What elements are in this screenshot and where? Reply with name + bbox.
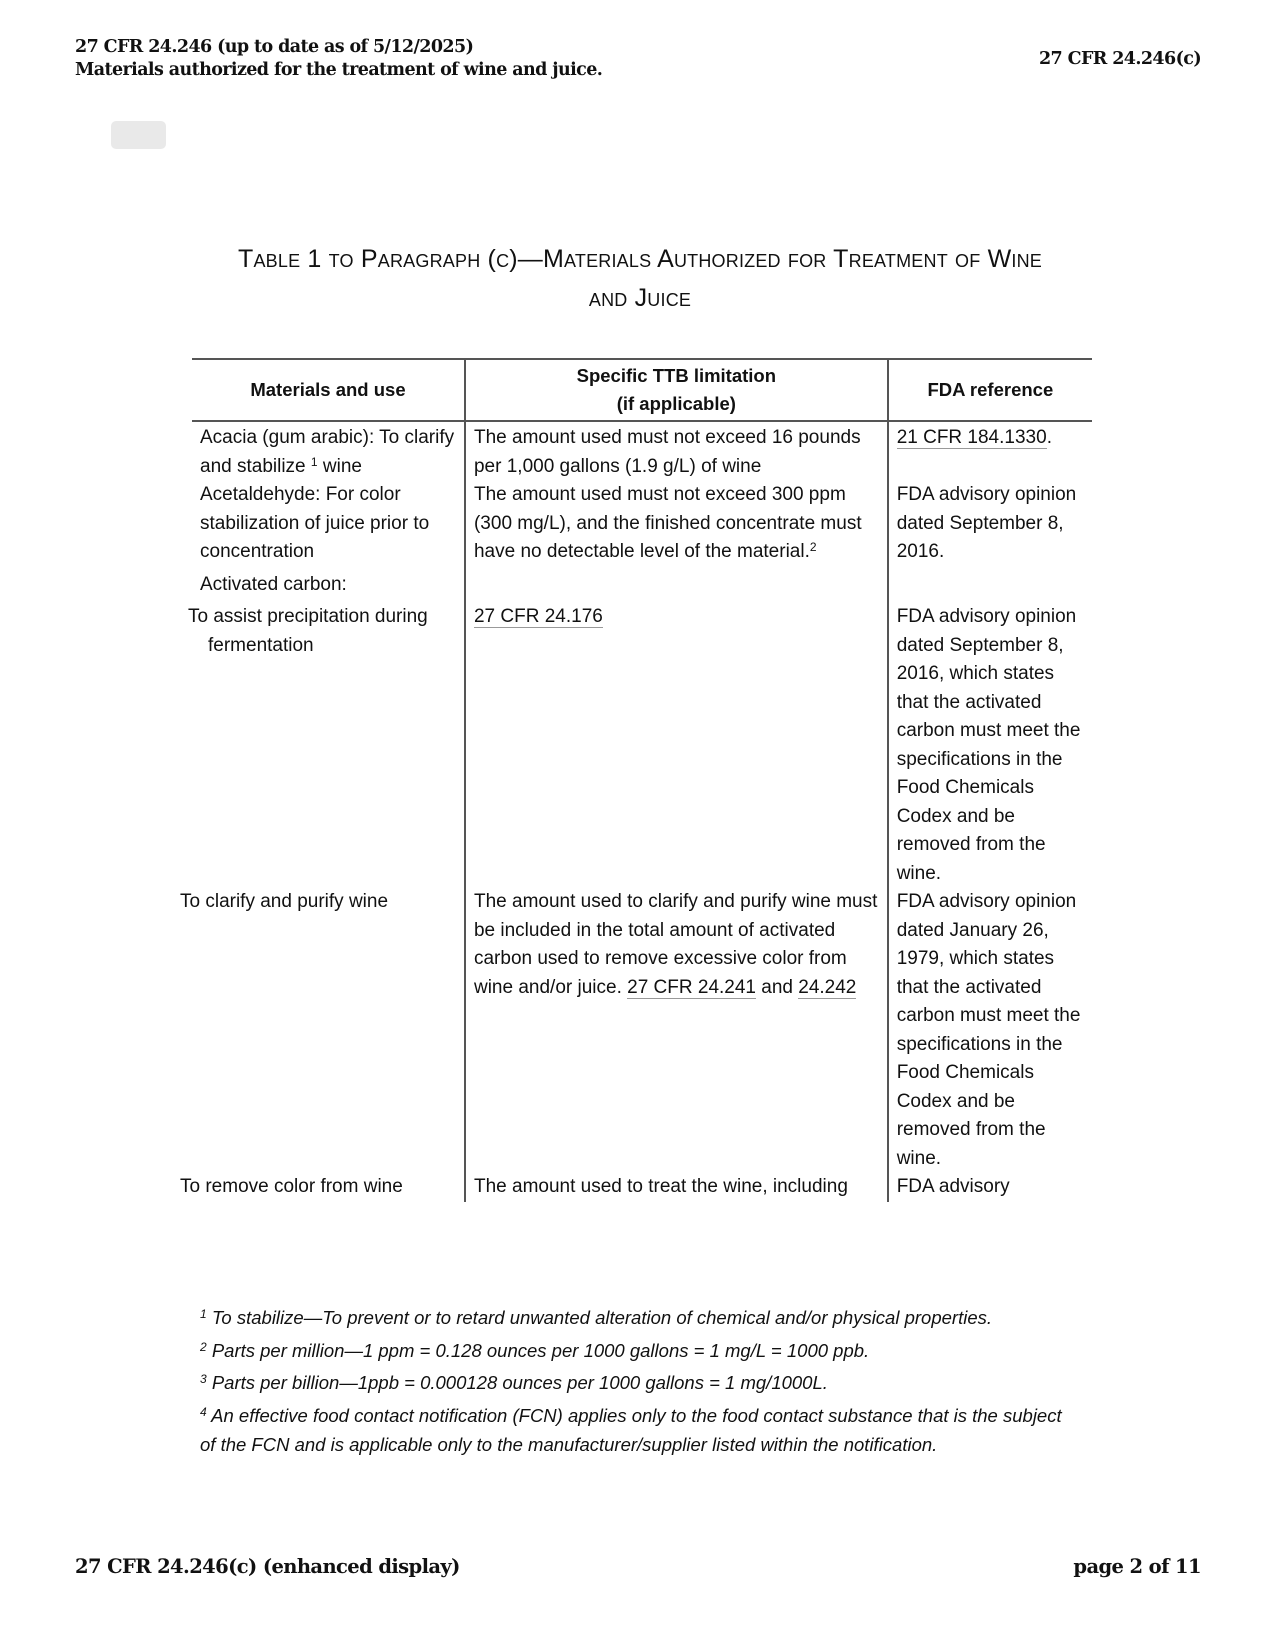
material-text: To clarify and purify wine: [180, 891, 389, 912]
running-header: [75, 36, 602, 82]
footnote-1: [200, 1303, 1080, 1332]
footnote-number: 1: [200, 1307, 207, 1321]
cell-limitation: The amount used must not exceed 16 pounds per 1,000 gallons (1.9 g/L) of wine: [465, 421, 888, 481]
table-row: [192, 888, 1092, 1173]
table-title-line-2: and Juice: [588, 284, 692, 312]
cell-limitation: [465, 888, 888, 1173]
cell-limitation: The amount used to treat the wine, including: [465, 1173, 888, 1202]
fda-tail: .: [1046, 427, 1052, 448]
footnote-text: To stabilize—To prevent or to retard unwanted alteration of chemical and/or physical properties.: [211, 1307, 992, 1328]
footnote-ref[interactable]: 1: [310, 454, 318, 469]
limitation-text-and: and: [761, 976, 799, 998]
limitation-link-24-241[interactable]: 27 CFR 24.241: [627, 976, 756, 998]
cell-fda: [888, 421, 1092, 481]
limitation-text: The amount used to clarify and purify wine must be included in the total amount of activated carbon used to remove excessive color from wine and/or juice.: [473, 891, 878, 998]
header-citation: 27 CFR 24.246 (up to date as of 5/12/2025): [75, 37, 474, 57]
footnote-number: 4: [200, 1405, 207, 1419]
header-subtitle: Materials authorized for the treatment of wine and juice.: [75, 60, 603, 80]
column-header-limitation-line-1: Specific TTB limitation: [576, 364, 777, 386]
footnote-text: Parts per million—1 ppm = 0.128 ounces per 1000 gallons = 1 mg/L = 1000 ppb.: [211, 1340, 870, 1361]
cell-material: Acetaldehyde: For color stabilization of juice prior to concentration: [192, 481, 465, 567]
footnote-text: Parts per billion—1ppb = 0.000128 ounces per 1000 gallons = 1 mg/1000L.: [211, 1372, 828, 1393]
table-header-row: [192, 359, 1092, 421]
table-row: [192, 599, 1092, 888]
page-number: page 2 of 11: [1073, 1555, 1201, 1578]
footnote-text: An effective food contact notification (FCN) applies only to the food contact substance that is the subject of the FCN and is applicable only to the manufacturer/supplier listed within the notification.: [200, 1405, 1062, 1455]
cell-limitation: [465, 567, 888, 600]
fda-reference-link[interactable]: 21 CFR 184.1330: [896, 427, 1047, 448]
cell-material: [188, 599, 465, 888]
table-row: [192, 567, 1092, 600]
cell-material: [192, 421, 465, 481]
table-row: [192, 1173, 1092, 1202]
limitation-text: The amount used must not exceed 300 ppm (300 mg/L), and the finished concentrate must have no detectable level of the material.: [473, 484, 862, 562]
cell-fda: FDA advisory: [896, 1176, 1010, 1197]
table-row: [192, 481, 1092, 567]
cell-fda: FDA advisory opinion dated January 26, 1979, which states that the activated carbon must meet the specifications in the Food Chemicals Codex and be removed from the wine.: [896, 891, 1081, 1169]
cell-fda: [888, 567, 1092, 600]
cell-material: Activated carbon:: [192, 567, 465, 600]
cell-limitation: [465, 481, 888, 567]
cell-fda: FDA advisory opinion dated September 8, 2016.: [896, 484, 1077, 562]
footnote-ref[interactable]: 2: [809, 540, 817, 554]
footnote-4: [200, 1401, 1080, 1459]
limitation-link[interactable]: 27 CFR 24.176: [473, 606, 603, 627]
material-text: To remove color from wine: [180, 1176, 403, 1197]
footnote-3: [200, 1368, 1080, 1397]
cell-material: [180, 1173, 465, 1202]
header-section-ref: 27 CFR 24.246(c): [1038, 49, 1201, 69]
material-text-tail: wine: [317, 455, 362, 477]
column-header-limitation: [465, 359, 888, 421]
placeholder-box: [111, 121, 166, 149]
footnote-number: 3: [200, 1372, 207, 1386]
column-header-fda: FDA reference: [888, 359, 1092, 421]
footnote-2: [200, 1336, 1080, 1365]
materials-table: [180, 358, 1092, 1202]
material-text: To assist precipitation during fermentation: [188, 606, 428, 656]
material-text: Acacia (gum arabic): To clarify and stabilize: [200, 427, 455, 477]
table-title: [180, 240, 1100, 318]
cell-fda: FDA advisory opinion dated September 8, 2016, which states that the activated carbon must meet the specifications in the Food Chemicals Codex and be removed from the wine.: [896, 606, 1081, 884]
cell-limitation: [465, 599, 888, 888]
cell-material: [180, 888, 465, 1173]
column-header-materials: Materials and use: [192, 359, 465, 421]
footer-citation: 27 CFR 24.246(c) (enhanced display): [75, 1555, 460, 1578]
footnote-number: 2: [200, 1340, 207, 1354]
column-header-limitation-line-2: (if applicable): [616, 393, 736, 414]
limitation-link-24-242[interactable]: 24.242: [798, 976, 857, 998]
table-row: [192, 421, 1092, 481]
table-title-line-1: Table 1 to Paragraph (c)—Materials Authorized for Treatment of Wine: [237, 245, 1043, 273]
